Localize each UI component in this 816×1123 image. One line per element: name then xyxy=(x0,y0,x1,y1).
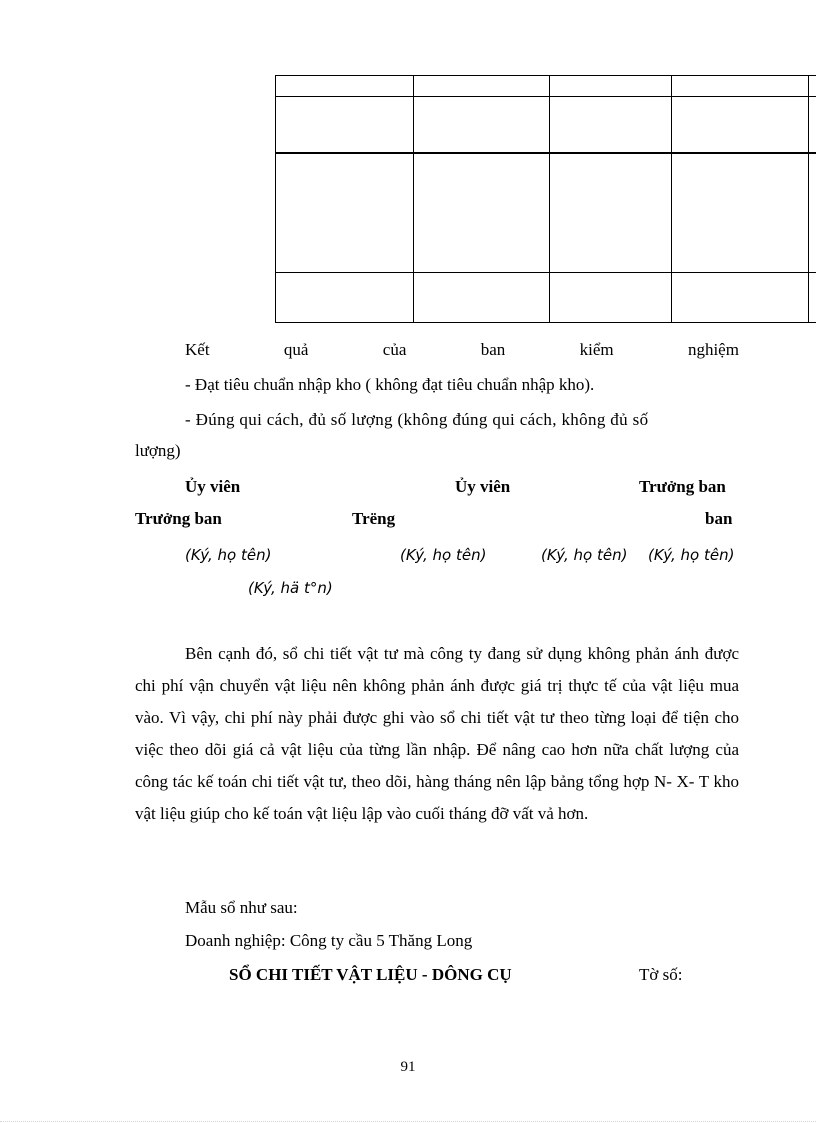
word: Kết xyxy=(185,340,210,359)
inspection-item-standard: - Đạt tiêu chuẩn nhập kho ( không đạt tiêu chuẩn nhập kho). xyxy=(185,375,595,394)
form-intro: Mẫu sổ như sau: xyxy=(185,898,298,917)
page-number: 91 xyxy=(400,1059,416,1075)
word: ban xyxy=(480,340,506,359)
inspection-item-quantity-cont: lượng) xyxy=(135,441,181,460)
table-row xyxy=(276,97,816,153)
table-row xyxy=(276,273,816,323)
signature-title: Trưởng ban xyxy=(639,477,726,496)
signature-title: Trëng xyxy=(352,509,396,528)
inspection-result-line xyxy=(185,340,739,360)
signature-note: (Ký, họ tên) xyxy=(648,546,735,564)
table-row xyxy=(276,76,816,97)
signature-title: Ủy viên xyxy=(455,477,511,496)
company-line: Doanh nghiệp: Công ty cầu 5 Thăng Long xyxy=(185,931,473,950)
ledger-title: SỔ CHI TIẾT VẬT LIỆU - DÔNG CỤ xyxy=(229,965,512,984)
table-row xyxy=(276,153,816,273)
signature-note: (Ký, hä t°n) xyxy=(248,579,333,597)
body-paragraph: Bên cạnh đó, sổ chi tiết vật tư mà công ty đang sử dụng không phản ánh được chi phí vận chuyển vật liệu nên không phản ánh được giá trị thực tế của vật liệu mua vào. Vì vậy, chi phí này phải được ghi vào sổ chi tiết vật tư theo từng loại để tiện cho việc theo dõi giá cả vật liệu của từng lần nhập. Để nâng cao hơn nữa chất lượng của công tác kế toán chi tiết vật tư, theo dõi, hàng tháng nên lập bảng tổng hợp N- X- T kho vật liệu giúp cho kế toán vật liệu lập vào cuối tháng đỡ vất vả hơn. xyxy=(135,644,739,823)
signature-title: ban xyxy=(705,509,733,528)
inspection-table xyxy=(275,75,816,323)
signature-note: (Ký, họ tên) xyxy=(541,546,628,564)
signature-note: (Ký, họ tên) xyxy=(185,546,272,564)
sheet-number-label: Tờ số: xyxy=(639,965,683,984)
signature-title: Trưởng ban xyxy=(135,509,222,528)
word: của xyxy=(382,340,407,359)
inspection-item-quantity: - Đúng qui cách, đủ số lượng (không đúng qui cách, không đủ số xyxy=(185,410,649,429)
signature-title: Ủy viên xyxy=(185,477,241,496)
page-bottom-rule xyxy=(0,1121,816,1122)
word: kiểm xyxy=(579,340,614,359)
word: quả xyxy=(283,340,309,359)
word: nghiệm xyxy=(687,340,739,359)
signature-note: (Ký, họ tên) xyxy=(400,546,487,564)
